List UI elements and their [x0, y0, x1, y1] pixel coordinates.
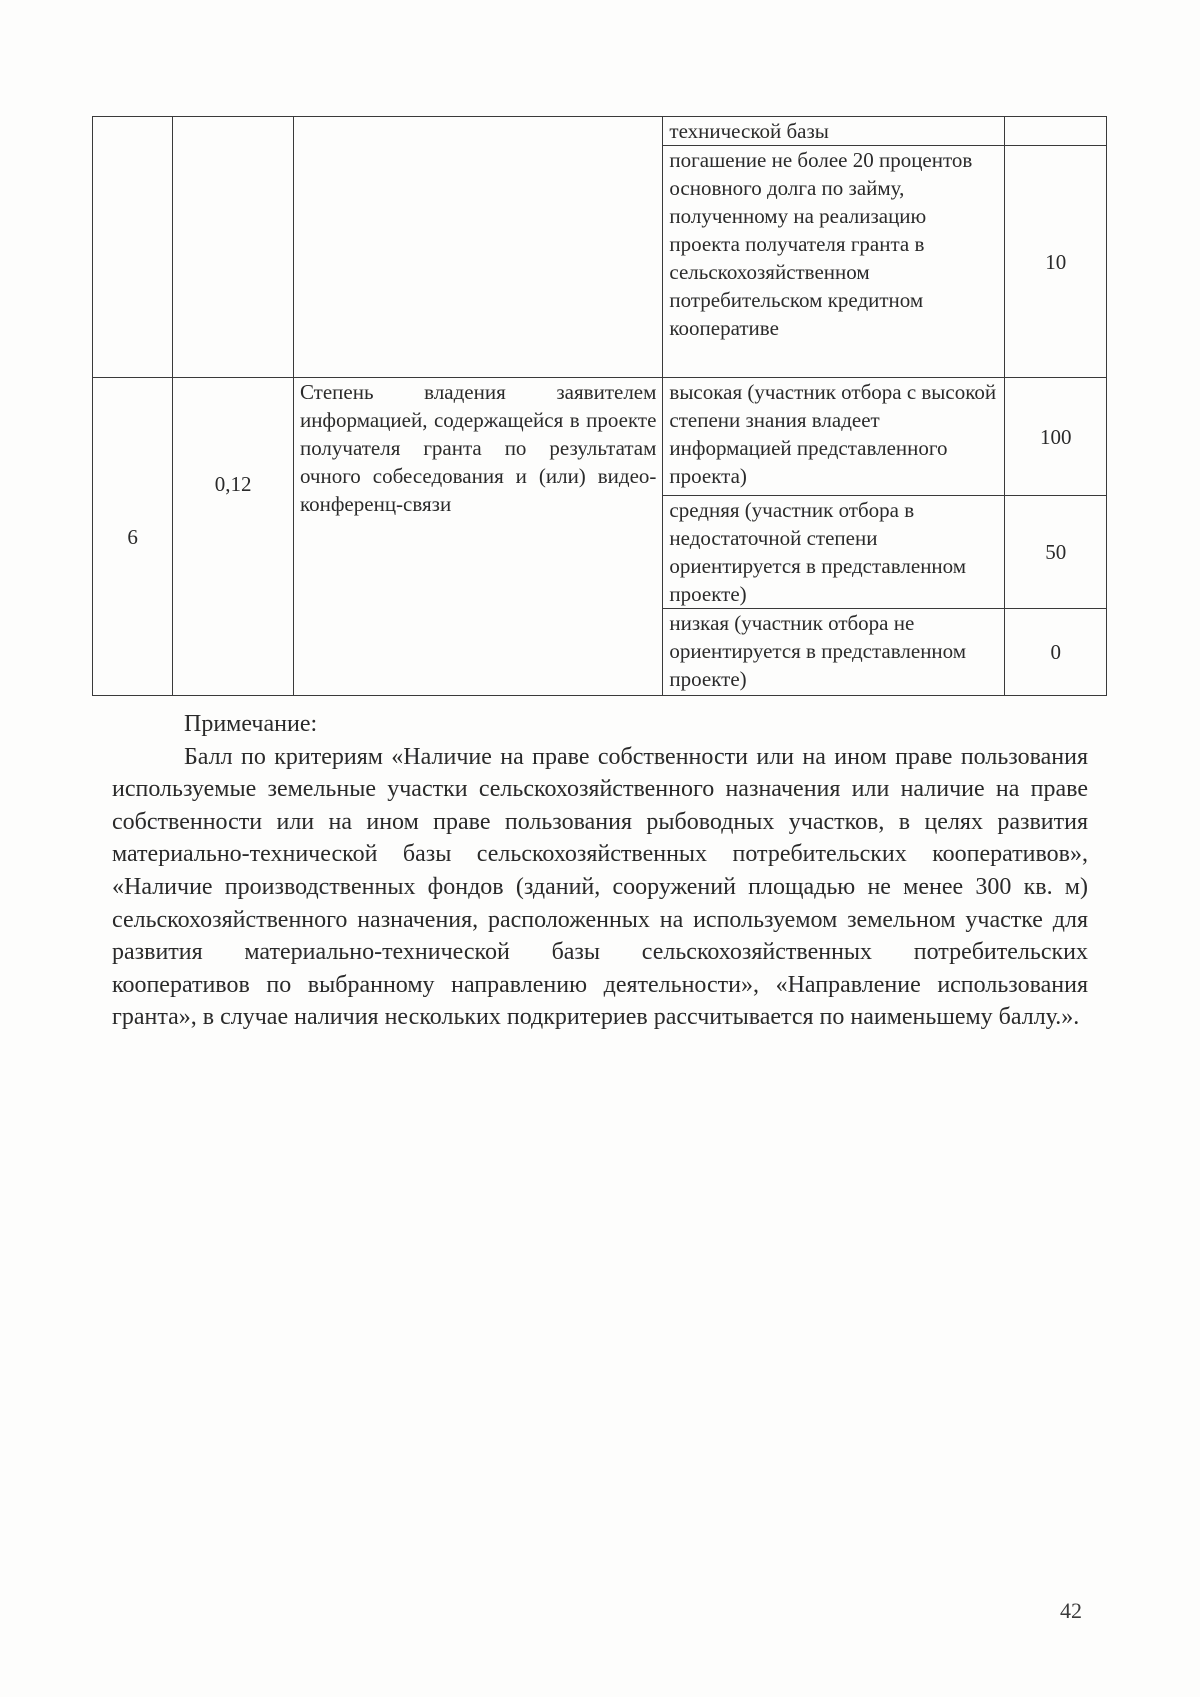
option-medium: средняя (участник отбора в недостаточной степени ориентируется в представленном проекте)	[663, 496, 1005, 609]
option-low: низкая (участник отбора не ориентируется в представленном проекте)	[663, 609, 1005, 696]
weight-cell-empty	[173, 117, 294, 378]
criterion-cell-empty	[293, 117, 662, 378]
criterion-number: 6	[93, 378, 173, 696]
number-cell-empty	[93, 117, 173, 378]
option-high: высокая (участник отбора с высокой степени знания владеет информацией представленного проекта)	[663, 378, 1005, 496]
note-title: Примечание:	[184, 711, 318, 737]
subcriterion-cell: погашение не более 20 процентов основного долга по займу, полученному на реализацию проекта получателя гранта в сельскохозяйственном потребительском кредитном кооперативе	[663, 146, 1005, 378]
criterion-weight: 0,12	[173, 378, 294, 696]
score-cell	[1005, 117, 1107, 146]
table-row	[93, 117, 1107, 146]
subcriterion-cell: технической базы	[663, 117, 1005, 146]
note-section	[112, 708, 1088, 1034]
criteria-table	[92, 116, 1107, 696]
score-cell: 100	[1005, 378, 1107, 496]
note-body: Балл по критериям «Наличие на праве собственности или на ином праве пользования используемые земельные участки сельскохозяйственного назначения или наличие на праве собственности или на ином праве пользования рыбоводных участков, в целях развития материально-технической базы сельскохозяйственных потребительских кооперативов», «Наличие производственных фондов (зданий, сооружений площадью не менее 300 кв. м) сельскохозяйственного назначения, расположенных на используемом земельном участке для развития материально-технической базы сельскохозяйственных потребительских кооперативов по выбранному направлению деятельности», «Направление использования гранта», в случае наличия нескольких подкритериев рассчитывается по наименьшему баллу.».	[112, 743, 1088, 1031]
criterion-name: Степень владения заявителем информацией, содержащейся в проекте получателя гранта по результатам очного собеседования и (или) видео-конференц-связи	[293, 378, 662, 696]
table-row	[93, 378, 1107, 496]
score-cell: 50	[1005, 496, 1107, 609]
score-cell: 0	[1005, 609, 1107, 696]
page-number: 42	[1060, 1598, 1082, 1623]
score-cell: 10	[1005, 146, 1107, 378]
